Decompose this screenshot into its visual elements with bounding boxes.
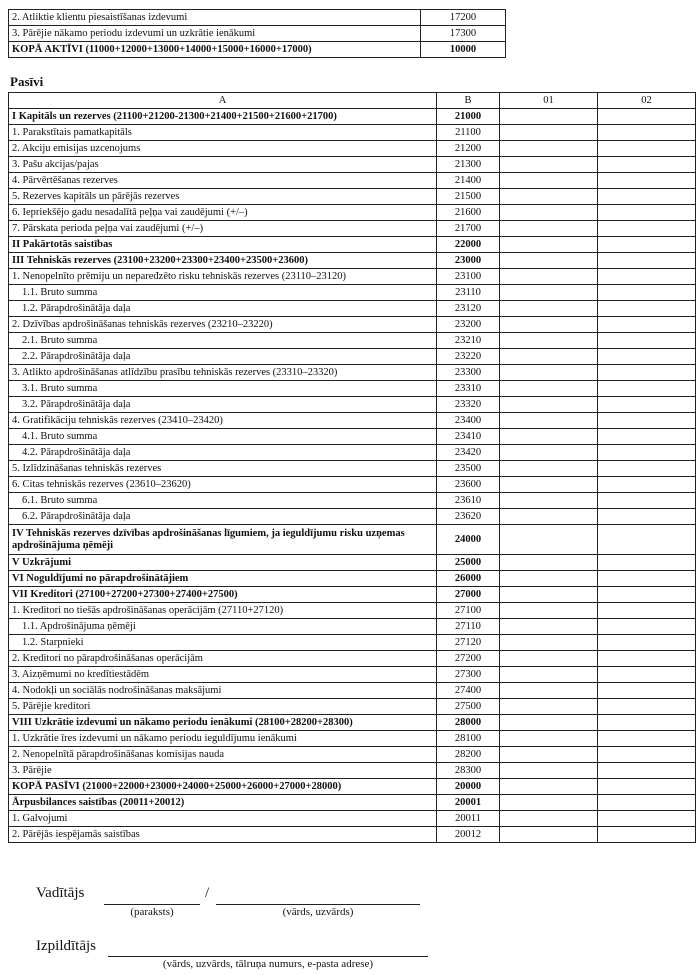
- row-label-text: 5. Pārējie kreditori: [12, 700, 91, 712]
- table-row: [9, 221, 696, 237]
- row-label-text: 2.1. Bruto summa: [22, 334, 98, 346]
- top-table-row: [9, 42, 506, 58]
- table-row: [9, 763, 696, 779]
- row-label-text: 3.2. Pārapdrošinātāja daļa: [22, 398, 131, 410]
- value-cell-01[interactable]: [500, 635, 598, 651]
- value-cell-02[interactable]: [598, 795, 696, 811]
- table-row: [9, 413, 696, 429]
- row-code: 17300: [421, 26, 506, 42]
- row-label-text: 2. Dzīvības apdrošināšanas tehniskās rezerves (23210–23220): [12, 318, 273, 330]
- value-cell-01[interactable]: [500, 587, 598, 603]
- row-label-text: 1. Kreditori no tiešās apdrošināšanas operācijām (27110+27120): [12, 604, 284, 616]
- table-row: [9, 635, 696, 651]
- row-label-text: 2. Akciju emisijas uzcenojums: [12, 142, 141, 154]
- section-title: Pasīvi: [10, 74, 44, 89]
- row-label: [9, 587, 437, 603]
- table-row: [9, 699, 696, 715]
- value-cell-01[interactable]: [500, 651, 598, 667]
- value-cell-02[interactable]: [598, 525, 696, 555]
- row-label: [9, 509, 437, 525]
- table-row: [9, 747, 696, 763]
- row-label: [9, 635, 437, 651]
- row-label: [9, 253, 437, 269]
- row-label: [9, 555, 437, 571]
- value-cell-02[interactable]: [598, 109, 696, 125]
- value-cell-01[interactable]: [500, 253, 598, 269]
- row-label: [9, 413, 437, 429]
- value-cell-02[interactable]: [598, 827, 696, 843]
- row-label: [9, 715, 437, 731]
- value-cell-02[interactable]: [598, 493, 696, 509]
- table-row: [9, 285, 696, 301]
- row-label: [9, 619, 437, 635]
- row-label: [9, 157, 437, 173]
- row-code: 27500: [437, 699, 500, 715]
- table-row: [9, 509, 696, 525]
- row-label-text: 4. Pārvērtēšanas rezerves: [12, 174, 118, 186]
- table-row: [9, 603, 696, 619]
- row-code: 23400: [437, 413, 500, 429]
- value-cell-01[interactable]: [500, 763, 598, 779]
- row-label: [9, 525, 437, 555]
- value-cell-02[interactable]: [598, 317, 696, 333]
- row-label-text: 1. Nenopelnīto prēmiju un nepaređzēto risku tehniskās rezerves (23110–23120): [12, 270, 347, 282]
- row-code: 26000: [437, 571, 500, 587]
- value-cell-02[interactable]: [598, 125, 696, 141]
- row-label-text: 1.1. Apdrošinājuma ņēmēji: [22, 620, 136, 632]
- table-row: [9, 173, 696, 189]
- row-code: 23310: [437, 381, 500, 397]
- value-cell-01[interactable]: [500, 285, 598, 301]
- row-label-text: 3. Pašu akcijas/pajas: [12, 158, 99, 170]
- row-label: [9, 333, 437, 349]
- value-cell-01[interactable]: [500, 349, 598, 365]
- row-label: [9, 667, 437, 683]
- row-label-text: 6. Iepriekšējo gadu nesadalītā peļņa vai zaudējumi (+/–): [12, 206, 248, 218]
- row-label: [9, 109, 437, 125]
- value-cell-02[interactable]: [598, 365, 696, 381]
- row-code: 21100: [437, 125, 500, 141]
- value-cell-01[interactable]: [500, 205, 598, 221]
- value-cell-02[interactable]: [598, 141, 696, 157]
- row-code: 20000: [437, 779, 500, 795]
- value-cell-02[interactable]: [598, 157, 696, 173]
- value-cell-02[interactable]: [598, 683, 696, 699]
- row-label-text: 6.1. Bruto summa: [22, 494, 98, 506]
- table-row: [9, 731, 696, 747]
- row-code: 27110: [437, 619, 500, 635]
- row-label-text: 7. Pārskata perioda peļņa vai zaudējumi (+/–): [12, 222, 204, 234]
- row-code: 23220: [437, 349, 500, 365]
- value-cell-02[interactable]: [598, 731, 696, 747]
- table-header-row: [9, 93, 696, 109]
- table-row: [9, 333, 696, 349]
- value-cell-01[interactable]: [500, 731, 598, 747]
- row-code: 21400: [437, 173, 500, 189]
- signature-caption: (paraksts): [130, 906, 174, 918]
- value-cell-02[interactable]: [598, 509, 696, 525]
- value-cell-01[interactable]: [500, 667, 598, 683]
- row-label-text: VII Kreditori (27100+27200+27300+27400+27500): [12, 588, 238, 600]
- row-code: 25000: [437, 555, 500, 571]
- row-label-text: 4. Gratifikāciju tehniskās rezerves (23410–23420): [12, 414, 223, 426]
- header-col-a: A: [9, 93, 437, 109]
- row-label: [9, 429, 437, 445]
- table-row: [9, 779, 696, 795]
- row-label-text: 6. Citas tehniskās rezerves (23610–23620): [12, 478, 191, 490]
- value-cell-01[interactable]: [500, 189, 598, 205]
- value-cell-01[interactable]: [500, 603, 598, 619]
- row-label: [9, 779, 437, 795]
- row-label: [9, 763, 437, 779]
- manager-label: Vadītājs: [36, 885, 85, 901]
- executor-caption: (vārds, uzvārds, tālruņa numurs, e-pasta adrese): [162, 958, 374, 970]
- row-code: 27300: [437, 667, 500, 683]
- table-row: [9, 397, 696, 413]
- row-label: [9, 651, 437, 667]
- row-label: 2. Atliktie klientu piesaistīšanas izdevumi: [9, 10, 421, 26]
- table-row: [9, 141, 696, 157]
- value-cell-01[interactable]: [500, 811, 598, 827]
- row-code: 23620: [437, 509, 500, 525]
- value-cell-01[interactable]: [500, 157, 598, 173]
- row-label-text: 6.2. Pārapdrošinātāja daļa: [22, 510, 131, 522]
- table-row: [9, 381, 696, 397]
- row-label: [9, 285, 437, 301]
- value-cell-01[interactable]: [500, 333, 598, 349]
- liabilities-table-body: [9, 109, 696, 843]
- row-label: [9, 141, 437, 157]
- row-label-text: 3. Pārējie: [12, 764, 52, 776]
- row-label-text: 4.2. Pārapdrošinātāja daļa: [22, 446, 131, 458]
- row-label: [9, 205, 437, 221]
- table-row: [9, 811, 696, 827]
- value-cell-02[interactable]: [598, 603, 696, 619]
- value-cell-01[interactable]: [500, 747, 598, 763]
- value-cell-02[interactable]: [598, 189, 696, 205]
- row-label: [9, 381, 437, 397]
- row-label-text: 2. Kreditori no pārapdrošināšanas operācijām: [12, 652, 203, 664]
- row-label-text: VIII Uzkrātie izdevumi un nākamo periodu ienākumi (28100+28200+28300): [12, 716, 353, 728]
- value-cell-02[interactable]: [598, 333, 696, 349]
- top-table-body: [9, 10, 506, 58]
- row-label-text: KOPĀ PASĪVI (21000+22000+23000+24000+25000+26000+27000+28000): [12, 780, 342, 792]
- row-label-text: 2. Nenopelnītā pārapdrošināšanas komisijas nauda: [12, 748, 224, 760]
- value-cell-01[interactable]: [500, 509, 598, 525]
- table-row: [9, 555, 696, 571]
- table-row: [9, 571, 696, 587]
- table-row: [9, 445, 696, 461]
- table-row: [9, 205, 696, 221]
- value-cell-02[interactable]: [598, 253, 696, 269]
- row-label: [9, 189, 437, 205]
- top-table: [8, 9, 506, 58]
- value-cell-02[interactable]: [598, 413, 696, 429]
- value-cell-01[interactable]: [500, 365, 598, 381]
- row-label: [9, 221, 437, 237]
- table-row: [9, 795, 696, 811]
- value-cell-01[interactable]: [500, 109, 598, 125]
- value-cell-01[interactable]: [500, 237, 598, 253]
- value-cell-01[interactable]: [500, 683, 598, 699]
- row-label: [9, 317, 437, 333]
- row-label-text: 5. Rezerves kapitāls un pārējās rezerves: [12, 190, 180, 202]
- value-cell-02[interactable]: [598, 763, 696, 779]
- value-cell-02[interactable]: [598, 571, 696, 587]
- row-label-text: VI Noguldījumi no pārapdrošinātājiem: [12, 572, 189, 584]
- signature-line[interactable]: [104, 904, 200, 905]
- value-cell-01[interactable]: [500, 429, 598, 445]
- value-cell-02[interactable]: [598, 429, 696, 445]
- value-cell-01[interactable]: [500, 445, 598, 461]
- row-code: 27100: [437, 603, 500, 619]
- value-cell-01[interactable]: [500, 173, 598, 189]
- value-cell-02[interactable]: [598, 205, 696, 221]
- value-cell-01[interactable]: [500, 477, 598, 493]
- value-cell-01[interactable]: [500, 301, 598, 317]
- value-cell-02[interactable]: [598, 619, 696, 635]
- row-code: 21700: [437, 221, 500, 237]
- value-cell-01[interactable]: [500, 381, 598, 397]
- row-code: 23200: [437, 317, 500, 333]
- liabilities-table: [8, 92, 696, 843]
- row-code: 27000: [437, 587, 500, 603]
- value-cell-01[interactable]: [500, 779, 598, 795]
- row-code: 17200: [421, 10, 506, 26]
- row-label: [9, 683, 437, 699]
- row-label: [9, 571, 437, 587]
- value-cell-01[interactable]: [500, 141, 598, 157]
- table-row: [9, 493, 696, 509]
- row-label-text: 2.2. Pārapdrošinātāja daļa: [22, 350, 131, 362]
- header-col-02: 02: [598, 93, 696, 109]
- value-cell-02[interactable]: [598, 635, 696, 651]
- table-row: [9, 253, 696, 269]
- row-label-text: 5. Izlīdzināšanas tehniskās rezerves: [12, 462, 162, 474]
- row-label: [9, 493, 437, 509]
- row-label-text: 4.1. Bruto summa: [22, 430, 98, 442]
- value-cell-02[interactable]: [598, 461, 696, 477]
- row-code: 23420: [437, 445, 500, 461]
- executor-label: Izpildītājs: [36, 938, 96, 954]
- row-label: [9, 827, 437, 843]
- row-label-text: 1.2. Starpnieki: [22, 636, 84, 648]
- row-code: 23210: [437, 333, 500, 349]
- value-cell-02[interactable]: [598, 715, 696, 731]
- header-col-b: B: [437, 93, 500, 109]
- row-label: [9, 237, 437, 253]
- row-label: [9, 125, 437, 141]
- row-label-text: Ārpusbilances saistības (20011+20012): [12, 796, 185, 808]
- row-label-text: I Kapitāls un rezerves (21100+21200-21300+21400+21500+21600+21700): [12, 110, 337, 122]
- table-row: [9, 157, 696, 173]
- value-cell-02[interactable]: [598, 667, 696, 683]
- table-row: [9, 683, 696, 699]
- table-row: [9, 619, 696, 635]
- row-label-text: 3. Aizņēmumi no kredītiestādēm: [12, 668, 150, 680]
- row-label-text: 3. Atlikto apdrošināšanas atlīdzību prasību tehniskās rezerves (23310–23320): [12, 366, 338, 378]
- table-row: [9, 587, 696, 603]
- row-code: 28200: [437, 747, 500, 763]
- row-label-text: 1. Uzkrātie īres izdevumi un nākamo periodu ieguldījumu ienākumi: [12, 732, 297, 744]
- table-row: [9, 301, 696, 317]
- row-label-text: 1. Parakstītais pamatkapitāls: [12, 126, 132, 138]
- value-cell-02[interactable]: [598, 587, 696, 603]
- table-row: [9, 477, 696, 493]
- row-label-text: 3.1. Bruto summa: [22, 382, 98, 394]
- name-caption: (vārds, uzvārds): [282, 906, 354, 918]
- row-code: 23100: [437, 269, 500, 285]
- row-label: [9, 795, 437, 811]
- row-label: [9, 173, 437, 189]
- row-label: [9, 477, 437, 493]
- row-code: 27120: [437, 635, 500, 651]
- row-code: 23110: [437, 285, 500, 301]
- table-row: [9, 365, 696, 381]
- row-label: [9, 747, 437, 763]
- row-label-text: 1.2. Pārapdrošinātāja daļa: [22, 302, 131, 314]
- row-label: [9, 445, 437, 461]
- row-code: 23610: [437, 493, 500, 509]
- table-row: [9, 461, 696, 477]
- value-cell-02[interactable]: [598, 651, 696, 667]
- value-cell-02[interactable]: [598, 477, 696, 493]
- table-row: [9, 715, 696, 731]
- table-row: [9, 189, 696, 205]
- value-cell-02[interactable]: [598, 699, 696, 715]
- row-label-text: 1.1. Bruto summa: [22, 286, 98, 298]
- row-code: 27400: [437, 683, 500, 699]
- row-code: 20012: [437, 827, 500, 843]
- value-cell-02[interactable]: [598, 221, 696, 237]
- value-cell-02[interactable]: [598, 381, 696, 397]
- executor-line[interactable]: [108, 956, 428, 957]
- table-row: [9, 237, 696, 253]
- table-row: [9, 667, 696, 683]
- value-cell-01[interactable]: [500, 827, 598, 843]
- value-cell-02[interactable]: [598, 237, 696, 253]
- value-cell-02[interactable]: [598, 301, 696, 317]
- value-cell-02[interactable]: [598, 811, 696, 827]
- top-table-row: [9, 10, 506, 26]
- row-code: 23300: [437, 365, 500, 381]
- header-col-01: 01: [500, 93, 598, 109]
- value-cell-02[interactable]: [598, 397, 696, 413]
- row-label: [9, 461, 437, 477]
- row-label-text: 2. Pārējās iespējamās saistības: [12, 828, 140, 840]
- row-code: 21300: [437, 157, 500, 173]
- row-label-text: 4. Nodokļi un sociālās nodrošināšanas maksājumi: [12, 684, 222, 696]
- value-cell-01[interactable]: [500, 461, 598, 477]
- row-label: [9, 603, 437, 619]
- row-code: 28100: [437, 731, 500, 747]
- value-cell-02[interactable]: [598, 445, 696, 461]
- value-cell-01[interactable]: [500, 525, 598, 555]
- row-code: 23410: [437, 429, 500, 445]
- row-code: 24000: [437, 525, 500, 555]
- row-code: 23600: [437, 477, 500, 493]
- row-code: 28300: [437, 763, 500, 779]
- top-table-row: [9, 26, 506, 42]
- value-cell-01[interactable]: [500, 493, 598, 509]
- value-cell-01[interactable]: [500, 699, 598, 715]
- row-label: [9, 269, 437, 285]
- value-cell-02[interactable]: [598, 173, 696, 189]
- table-row: [9, 317, 696, 333]
- value-cell-01[interactable]: [500, 317, 598, 333]
- value-cell-02[interactable]: [598, 779, 696, 795]
- row-code: 10000: [421, 42, 506, 58]
- value-cell-01[interactable]: [500, 795, 598, 811]
- separator: /: [205, 885, 210, 901]
- value-cell-01[interactable]: [500, 413, 598, 429]
- row-label-text: II Pakārtotās saistības: [12, 238, 113, 250]
- value-cell-01[interactable]: [500, 125, 598, 141]
- value-cell-01[interactable]: [500, 715, 598, 731]
- row-label-text: III Tehniskās rezerves (23100+23200+23300+23400+23500+23600): [12, 254, 309, 266]
- manager-name-line[interactable]: [216, 904, 420, 905]
- table-row: [9, 827, 696, 843]
- table-row: [9, 349, 696, 365]
- row-code: 28000: [437, 715, 500, 731]
- row-code: 21000: [437, 109, 500, 125]
- row-code: 20001: [437, 795, 500, 811]
- row-label: [9, 699, 437, 715]
- row-label: [9, 397, 437, 413]
- value-cell-01[interactable]: [500, 397, 598, 413]
- table-row: [9, 269, 696, 285]
- value-cell-01[interactable]: [500, 221, 598, 237]
- row-label: [9, 349, 437, 365]
- row-code: 23500: [437, 461, 500, 477]
- table-row: [9, 125, 696, 141]
- value-cell-02[interactable]: [598, 349, 696, 365]
- table-row: [9, 429, 696, 445]
- row-label: 3. Pārējie nākamo periodu izdevumi un uzkrātie ienākumi: [9, 26, 421, 42]
- table-row: [9, 109, 696, 125]
- row-label: KOPĀ AKTĪVI (11000+12000+13000+14000+15000+16000+17000): [9, 42, 421, 58]
- row-code: 27200: [437, 651, 500, 667]
- row-code: 21200: [437, 141, 500, 157]
- row-code: 23120: [437, 301, 500, 317]
- value-cell-01[interactable]: [500, 555, 598, 571]
- table-row: [9, 651, 696, 667]
- value-cell-01[interactable]: [500, 571, 598, 587]
- table-row: [9, 525, 696, 555]
- row-code: 22000: [437, 237, 500, 253]
- row-label: [9, 301, 437, 317]
- value-cell-02[interactable]: [598, 269, 696, 285]
- row-code: 23320: [437, 397, 500, 413]
- row-label: [9, 731, 437, 747]
- value-cell-02[interactable]: [598, 285, 696, 301]
- row-label-text: V Uzkrājumi: [12, 556, 72, 568]
- row-label-text: IV Tehniskās rezerves dzīvības apdrošināšanas līgumiem, ja ieguldījumu risku uzņemas apdrošinājuma ņēmēji: [12, 527, 405, 551]
- value-cell-02[interactable]: [598, 747, 696, 763]
- value-cell-01[interactable]: [500, 269, 598, 285]
- row-code: 21600: [437, 205, 500, 221]
- value-cell-01[interactable]: [500, 619, 598, 635]
- row-label: [9, 811, 437, 827]
- row-code: 20011: [437, 811, 500, 827]
- value-cell-02[interactable]: [598, 555, 696, 571]
- row-code: 21500: [437, 189, 500, 205]
- row-label: [9, 365, 437, 381]
- row-label-text: 1. Galvojumi: [12, 812, 68, 824]
- row-code: 23000: [437, 253, 500, 269]
